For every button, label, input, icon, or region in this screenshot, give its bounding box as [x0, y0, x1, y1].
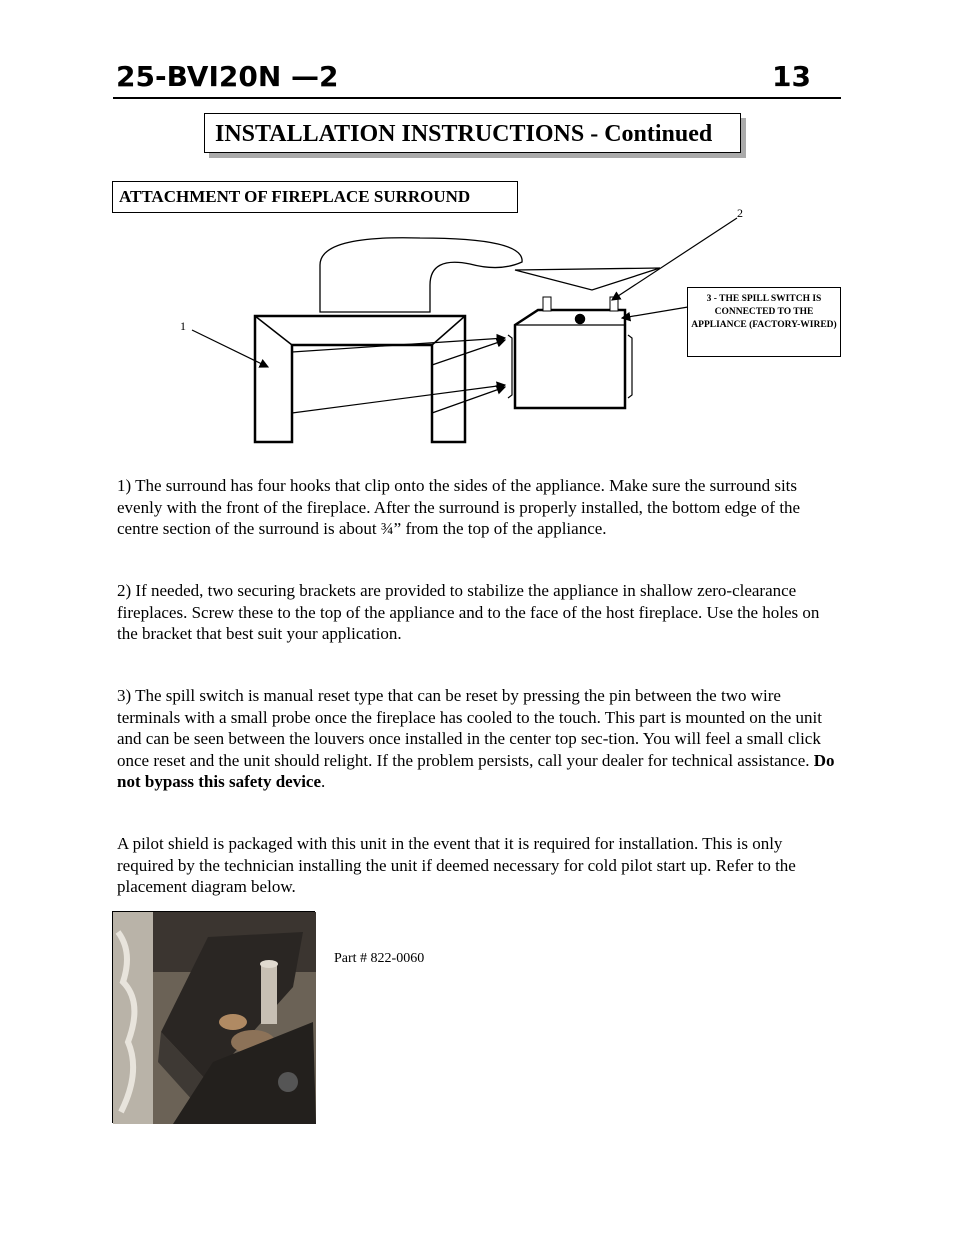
label-2: 2 — [737, 206, 743, 220]
surround-frame — [255, 316, 465, 442]
section-heading: ATTACHMENT OF FIREPLACE SURROUND — [112, 181, 518, 213]
page-title: INSTALLATION INSTRUCTIONS - Continued — [204, 113, 741, 153]
curved-arrow — [320, 238, 660, 312]
model-number: 25-BVI20N —2 — [116, 60, 339, 93]
spill-switch-note: 3 - THE SPILL SWITCH IS CONNECTED TO THE APPLIANCE (FACTORY-WIRED) — [687, 287, 841, 357]
paragraph-3: 3) The spill switch is manual reset type that can be reset by pressing the pin between the two wire terminals with a small probe once the fireplace has cooled to the touch. This part is mounted on the unit and can be seen between the louvers once installed in the center top sec-tion. You will feel a small click once reset and the unit should relight. If the problem persists, call your dealer for technical assistance. Do not bypass this safety device. — [117, 686, 835, 791]
surround-diagram — [170, 200, 743, 460]
paragraph-1: 1) The surround has four hooks that clip onto the sides of the appliance. Make sure the surround sits evenly with the front of the fireplace. After the surround is properly installed, the bottom edge of the centre section of the surround is about ¾” from the top of the appliance. — [117, 476, 801, 538]
paragraph-4: A pilot shield is packaged with this unit in the event that it is required for installation. This is only required by the technician installing the unit if deemed necessary for cold pilot start up. Refer to the placement diagram below. — [117, 834, 796, 896]
part-number: Part # 822-0060 — [334, 951, 425, 966]
header-rule — [113, 97, 841, 99]
page-number: 13 — [772, 60, 811, 93]
paragraph-2: 2) If needed, two securing brackets are provided to stabilize the appliance in shallow zero-clearance fireplaces. Screw these to the top of the appliance and to the face of the host fireplace. Use the holes on the bracket that best suit your application. — [117, 581, 820, 643]
label-1: 1 — [180, 319, 186, 333]
safety-warning: Do not bypass this safety device — [117, 750, 835, 791]
appliance-box — [508, 297, 632, 408]
pilot-shield-photo — [112, 911, 315, 1123]
